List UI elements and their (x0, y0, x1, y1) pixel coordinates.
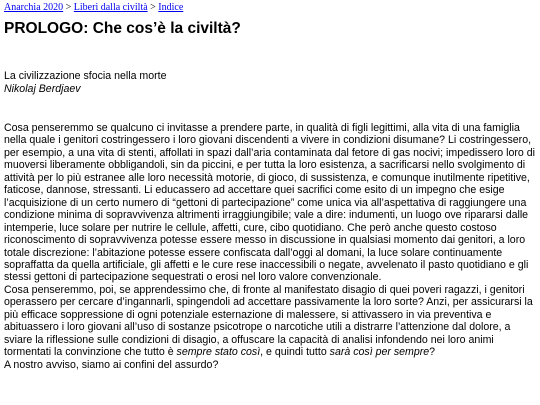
breadcrumb (4, 2, 536, 14)
paragraph-1: Cosa penseremmo se qualcuno ci invitasse a prendere parte, in qualità di figli legittimi, alla vita di una famiglia nella quale i genitori costringessero i loro giovani discendenti a vivere in condizioni disumane? Li costringessero, per esempio, a una vita di stenti, affollati in spazi dall’aria contaminata dal fetore di gas nocivi; impedissero loro di muoversi liberamente obbligandoli, sin da piccini, e per tutta la loro esistenza, a sacrificarsi nello svolgimento di attività per lo più estranee alle loro necessità motorie, di gioco, di sussistenza, e comunque inutilmente ripetitive, faticose, dannose, stressanti. Li educassero ad accettare quei sacrifici come esito di un impegno che esige l’acquisizione di un certo numero di “gettoni di partecipazione” come unica via all’aspettativa di raggiungere una condizione minima di sopravvivenza altrimenti irraggiungibile; vale a dire: indumenti, un luogo ove ripararsi dalle intemperie, luce solare per nutrire le cellule, affetti, cure, cibo quotidiano. Che però anche questo costoso riconoscimento di sopravvivenza potesse essere messo in discussione in qualsiasi momento dai genitori, a loro totale discrezione: l’abitazione potesse essere confiscata dall’oggi al domani, la luce solare continuamente sopraffatta da quella artificiale, gli affetti e le cure rese inaccessibili o negate, avvelenato il pasto quotidiano e gli stessi gettoni di partecipazione sequestrati o erosi nel loro valore convenzionale. (4, 122, 535, 284)
epigraph (4, 70, 536, 95)
breadcrumb-link-indice[interactable]: Indice (158, 2, 184, 13)
paragraph-2-text: Cosa penseremmo, poi, se apprendessimo che, di fronte al manifestato disagio di quei poveri ragazzi, i genitori operassero per cercare d’ingannarli, spingendoli ad accettare passivamente la loro sorte? Anzi, per assicurarsi la più efficace soppressione di ogni potenziale esternazione di malessere, si attivassero in via preventiva e abituassero i loro giovani all’uso di sostanze psicotrope o narcotiche utili a distrarre l’attenzione dal dolore, a sviare la riflessione sulle condizioni di disagio, a offuscare la capacità di analisi infondendo nei loro animi tormentati la convinzione che tutto è (4, 283, 533, 359)
paragraph-2-text-middle: , e quindi tutto (260, 346, 330, 359)
breadcrumb-link-liberi-dalla-civilta[interactable]: Liberi dalla civiltà (73, 2, 148, 13)
epigraph-author: Nikolaj Berdjaev (4, 82, 81, 95)
breadcrumb-separator: > (150, 2, 156, 13)
page-title: PROLOGO: Che cos’è la civiltà? (4, 20, 241, 37)
paragraph-3: A nostro avviso, siamo ai confini del assurdo? (4, 358, 219, 371)
epigraph-quote: La civilizzazione sfocia nella morte (4, 70, 167, 82)
paragraph-2-text-end: ? (429, 346, 436, 359)
breadcrumb-separator: > (65, 2, 72, 13)
breadcrumb-link-anarchia-2020[interactable]: Anarchia 2020 (4, 2, 64, 13)
paragraph-2 (4, 284, 536, 359)
article-body (4, 122, 536, 371)
paragraph-2-emphasis-2: sarà così per sempre (329, 346, 430, 359)
paragraph-2-emphasis-1: sempre stato così (176, 346, 261, 359)
